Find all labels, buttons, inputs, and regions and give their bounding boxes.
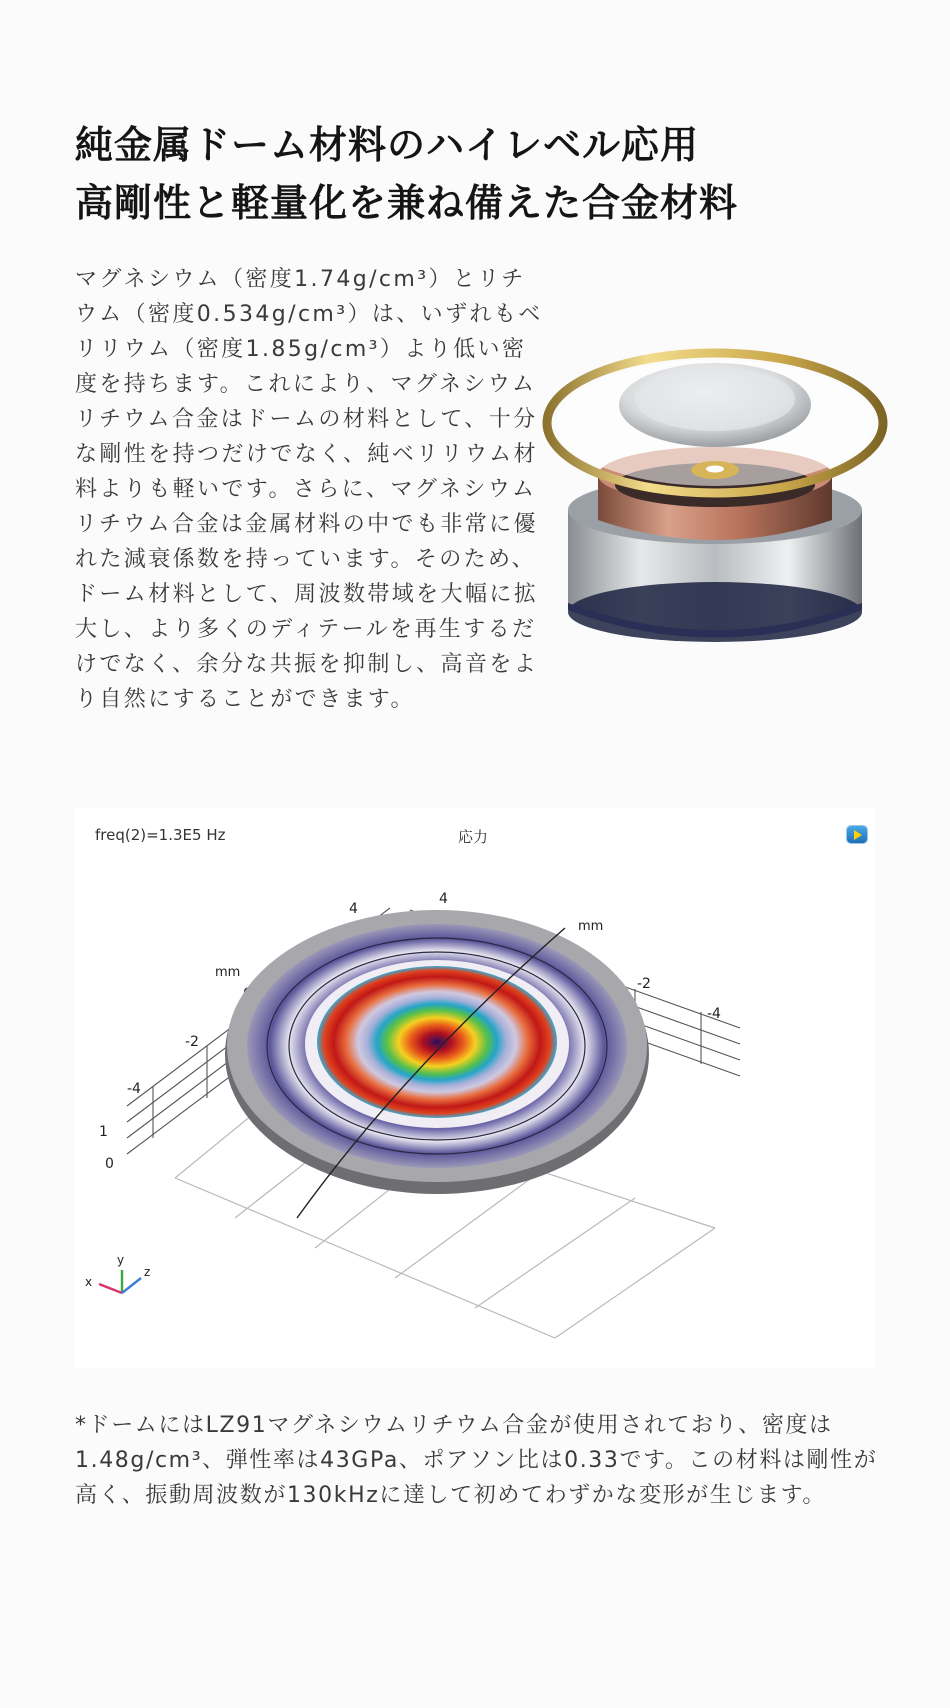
triad-z: z	[144, 1265, 151, 1279]
left-tick-4: 4	[349, 901, 358, 917]
headline-line-1: 純金属ドーム材料のハイレベル応用	[75, 123, 700, 167]
triad-x: x	[85, 1275, 93, 1289]
left-axis-unit: mm	[215, 965, 241, 980]
left-tick-neg2: -2	[185, 1034, 199, 1050]
right-tick-4: 4	[439, 891, 448, 907]
driver-unit-image	[540, 335, 890, 675]
vertical-tick-1: 1	[99, 1124, 108, 1140]
right-tick-neg2: -2	[637, 976, 651, 992]
left-tick-neg4: -4	[127, 1081, 141, 1097]
frequency-label: freq(2)=1.3E5 Hz	[95, 826, 226, 844]
triad-y: y	[117, 1253, 125, 1267]
right-axis-unit: mm	[578, 919, 604, 934]
vertical-tick-0: 0	[105, 1156, 114, 1172]
right-tick-neg4: -4	[707, 1006, 721, 1022]
stress-plot	[75, 808, 875, 1368]
plot-title: 応力	[458, 828, 489, 846]
play-animation-button[interactable]	[847, 826, 867, 843]
stress-simulation-panel	[75, 808, 875, 1368]
footnote: *ドームにはLZ91マグネシウムリチウム合金が使用されており、密度は1.48g/cm³、弾性率は43GPa、ポアソン比は0.33です。この材料は剛性が高く、振動周波数が130kHzに達して初めてわずかな変形が生じます。	[75, 1413, 878, 1508]
headline	[75, 116, 895, 232]
intro-paragraph: マグネシウム（密度1.74g/cm³）とリチウム（密度0.534g/cm³）は、いずれもベリリウム（密度1.85g/cm³）より低い密度を持ちます。これにより、マグネシウムリチウム合金はドームの材料として、十分な剛性を持つだけでなく、純ベリリウム材料よりも軽いです。さらに、マグネシウムリチウム合金は金属材料の中でも非常に優れた減衰係数を持っています。そのため、ドーム材料として、周波数帯域を大幅に拡大し、より多くのディテールを再生するだけでなく、余分な共振を抑制し、高音をより自然にすることができます。	[75, 267, 543, 712]
headline-line-2: 高剛性と軽量化を兼ね備えた合金材料	[75, 181, 739, 225]
